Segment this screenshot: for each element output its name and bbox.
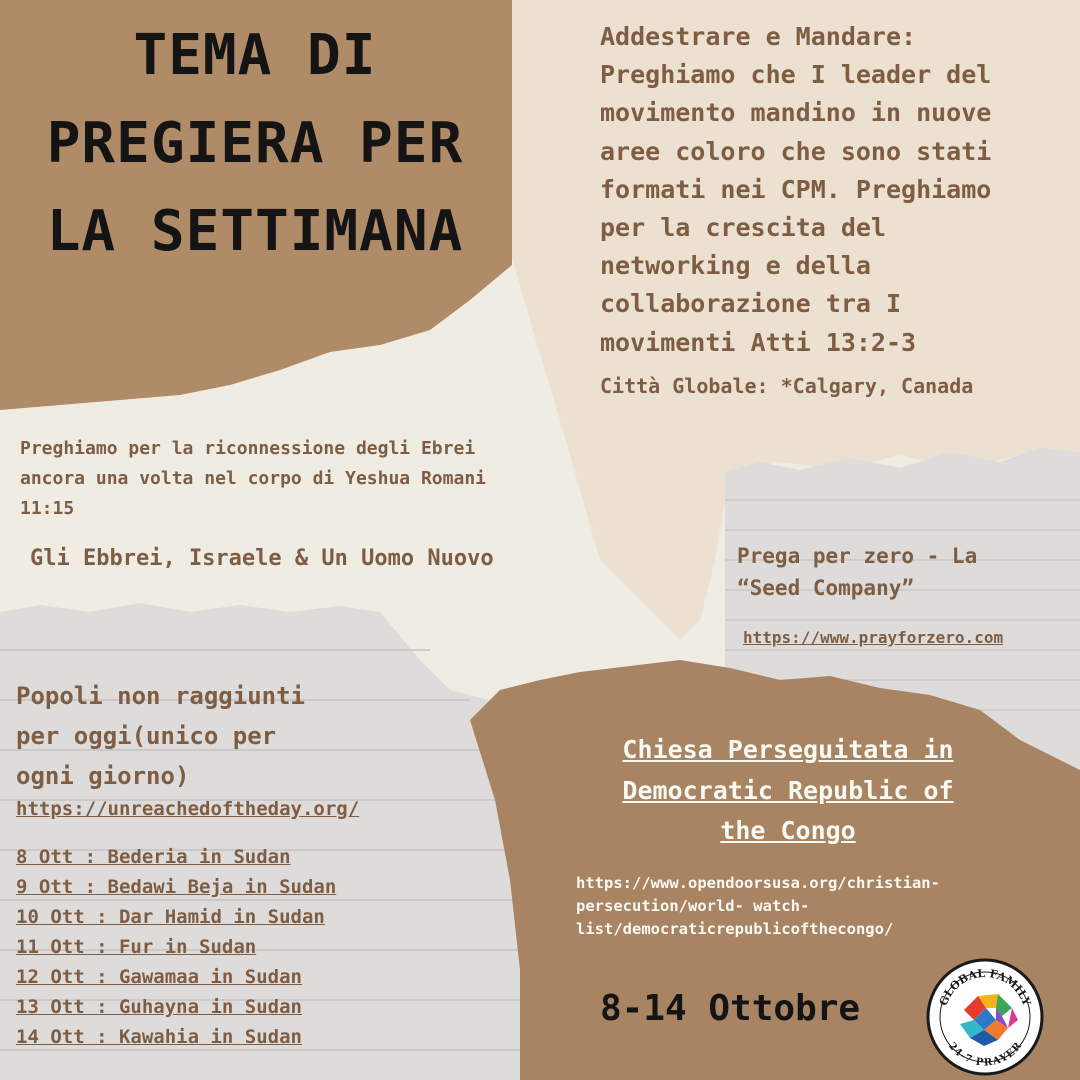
day-item[interactable]: 10 Ott : Dar Hamid in Sudan <box>16 906 325 928</box>
church-line-3: the Congo <box>720 816 856 845</box>
day-item[interactable]: 9 Ott : Bedawi Beja in Sudan <box>16 876 337 898</box>
title-line-3: LA SETTIMANA <box>46 199 464 264</box>
addestrare-line: movimenti Atti 13:2-3 <box>600 327 917 357</box>
addestrare-line: collaborazione tra I <box>600 289 902 319</box>
global-family-logo <box>926 958 1044 1076</box>
prayforzero-link[interactable]: https://www.prayforzero.com <box>743 628 1004 647</box>
addestrare-line: movimento mandino in nuove <box>600 98 992 128</box>
jews-line: 11:15 <box>20 498 75 519</box>
opendoors-link-line: list/democraticrepublicofthecongo/ <box>576 920 894 938</box>
church-line-1: Chiesa Perseguitata in <box>622 735 954 764</box>
day-item[interactable]: 13 Ott : Guhayna in Sudan <box>16 996 302 1018</box>
opendoors-link-line: persecution/world- watch- <box>576 897 810 915</box>
jews-prayer-text <box>20 434 580 524</box>
addestrare-line: Addestrare e Mandare: <box>600 22 917 51</box>
day-item[interactable]: 11 Ott : Fur in Sudan <box>16 936 257 958</box>
zero-line-2: “Seed Company” <box>737 576 915 600</box>
title-line-1: TEMA DI <box>133 23 377 88</box>
unreached-line-3: ogni giorno) <box>16 762 190 790</box>
logo-top-text: GLOBAL FAMILY <box>936 966 1034 1008</box>
jews-subtitle: Gli Ebbrei, Israele & Un Uomo Nuovo <box>30 546 494 571</box>
global-city: Città Globale: *Calgary, Canada <box>600 374 974 398</box>
jews-line: Preghiamo per la riconnessione degli Ebrei <box>20 438 476 459</box>
unreached-heading <box>16 676 436 796</box>
church-line-2: Democratic Republic of <box>622 775 954 805</box>
unreached-days-list <box>16 842 336 1052</box>
addestrare-line: Preghiamo che I leader del <box>600 60 992 90</box>
date-range: 8-14 Ottobre <box>600 988 861 1029</box>
logo-bottom-text: 24-7 PRAYER <box>946 1040 1024 1069</box>
page-title <box>0 12 510 276</box>
addestrare-line: aree coloro che sono stati <box>600 136 992 166</box>
unreached-line-1: Popoli non raggiunti <box>16 682 305 710</box>
addestrare-text <box>600 18 1070 362</box>
addestrare-line: networking e della <box>600 251 871 281</box>
day-item[interactable]: 14 Ott : Kawahia in Sudan <box>16 1026 302 1048</box>
opendoors-link-line: https://www.opendoorsusa.org/christian- <box>576 874 940 892</box>
day-item[interactable]: 12 Ott : Gawamaa in Sudan <box>16 966 302 988</box>
addestrare-line: per la crescita del <box>600 213 886 243</box>
zero-line-1: Prega per zero - La <box>737 544 978 568</box>
unreached-line-2: per oggi(unico per <box>16 722 277 750</box>
jews-line: ancora una volta nel corpo di Yeshua Romani <box>20 468 486 489</box>
persecuted-church-heading[interactable] <box>560 730 1016 852</box>
day-item[interactable]: 8 Ott : Bederia in Sudan <box>16 846 291 868</box>
pray-for-zero <box>737 540 1057 604</box>
unreached-link[interactable]: https://unreachedoftheday.org/ <box>16 798 360 820</box>
addestrare-line: formati nei CPM. Preghiamo <box>600 174 992 204</box>
title-line-2: PREGIERA PER <box>46 111 464 176</box>
opendoors-link[interactable] <box>576 872 1016 941</box>
